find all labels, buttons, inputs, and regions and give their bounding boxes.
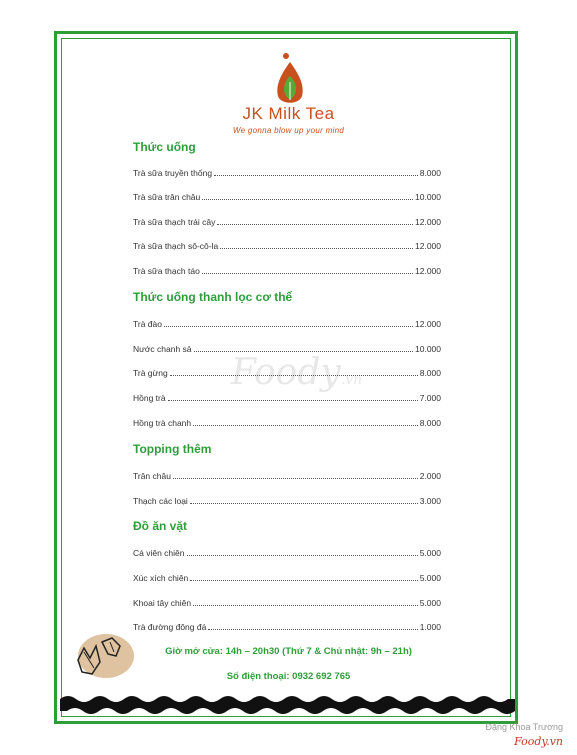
brand-name: JK Milk Tea: [242, 104, 335, 123]
menu-item: Trà sữa thạch trái cây 12.000: [133, 217, 441, 227]
phone-number: Số điện thoại: 0932 692 765: [226, 671, 351, 682]
decorative-bottom-border: [60, 693, 515, 717]
section-title-topping: Topping thêm: [133, 442, 212, 456]
section-title-snacks: Đồ ăn vặt: [133, 519, 188, 533]
menu-item: Thạch các loại 3.000: [133, 496, 441, 506]
menu-item: Trà đào 12.000: [133, 319, 441, 329]
menu-item: Trà sữa trân châu 10.000: [133, 192, 441, 202]
menu-item: Hồng trà chanh 8.000: [133, 418, 441, 428]
foody-watermark: Foody.vn: [231, 352, 363, 393]
menu-item: Trà sữa thạch táo 12.000: [133, 266, 441, 276]
section-title-detox: Thức uống thanh lọc cơ thể: [133, 290, 293, 304]
menu-item: Nước chanh sả 10.000: [133, 344, 441, 354]
menu-item: Hồng trà 7.000: [133, 393, 441, 403]
section-title-drinks: Thức uống: [133, 140, 196, 154]
menu-item: Trà gừng 8.000: [133, 368, 441, 378]
menu-item: Khoai tây chiên 5.000: [133, 598, 441, 608]
brand-tagline: We gonna blow up your mind: [232, 126, 345, 135]
menu-item: Trà sữa truyền thống 8.000: [133, 168, 441, 178]
menu-item: Xúc xích chiên 5.000: [133, 573, 441, 583]
menu-item: Cá viên chiên 5.000: [133, 548, 441, 558]
photo-credit: Đặng Khoa Trương: [485, 722, 563, 732]
menu-item: Trân châu 2.000: [133, 471, 441, 481]
opening-hours: Giờ mở cửa: 14h – 20h30 (Thứ 7 & Chủ nhật: 9h – 21h): [165, 646, 412, 657]
logo-drop-icon: [272, 52, 308, 108]
menu-item: Trà đường đông đá 1.000: [133, 622, 441, 632]
foody-logo: Foody.vn: [514, 735, 563, 748]
menu-item: Trà sữa thạch sô-cô-la 12.000: [133, 241, 441, 251]
